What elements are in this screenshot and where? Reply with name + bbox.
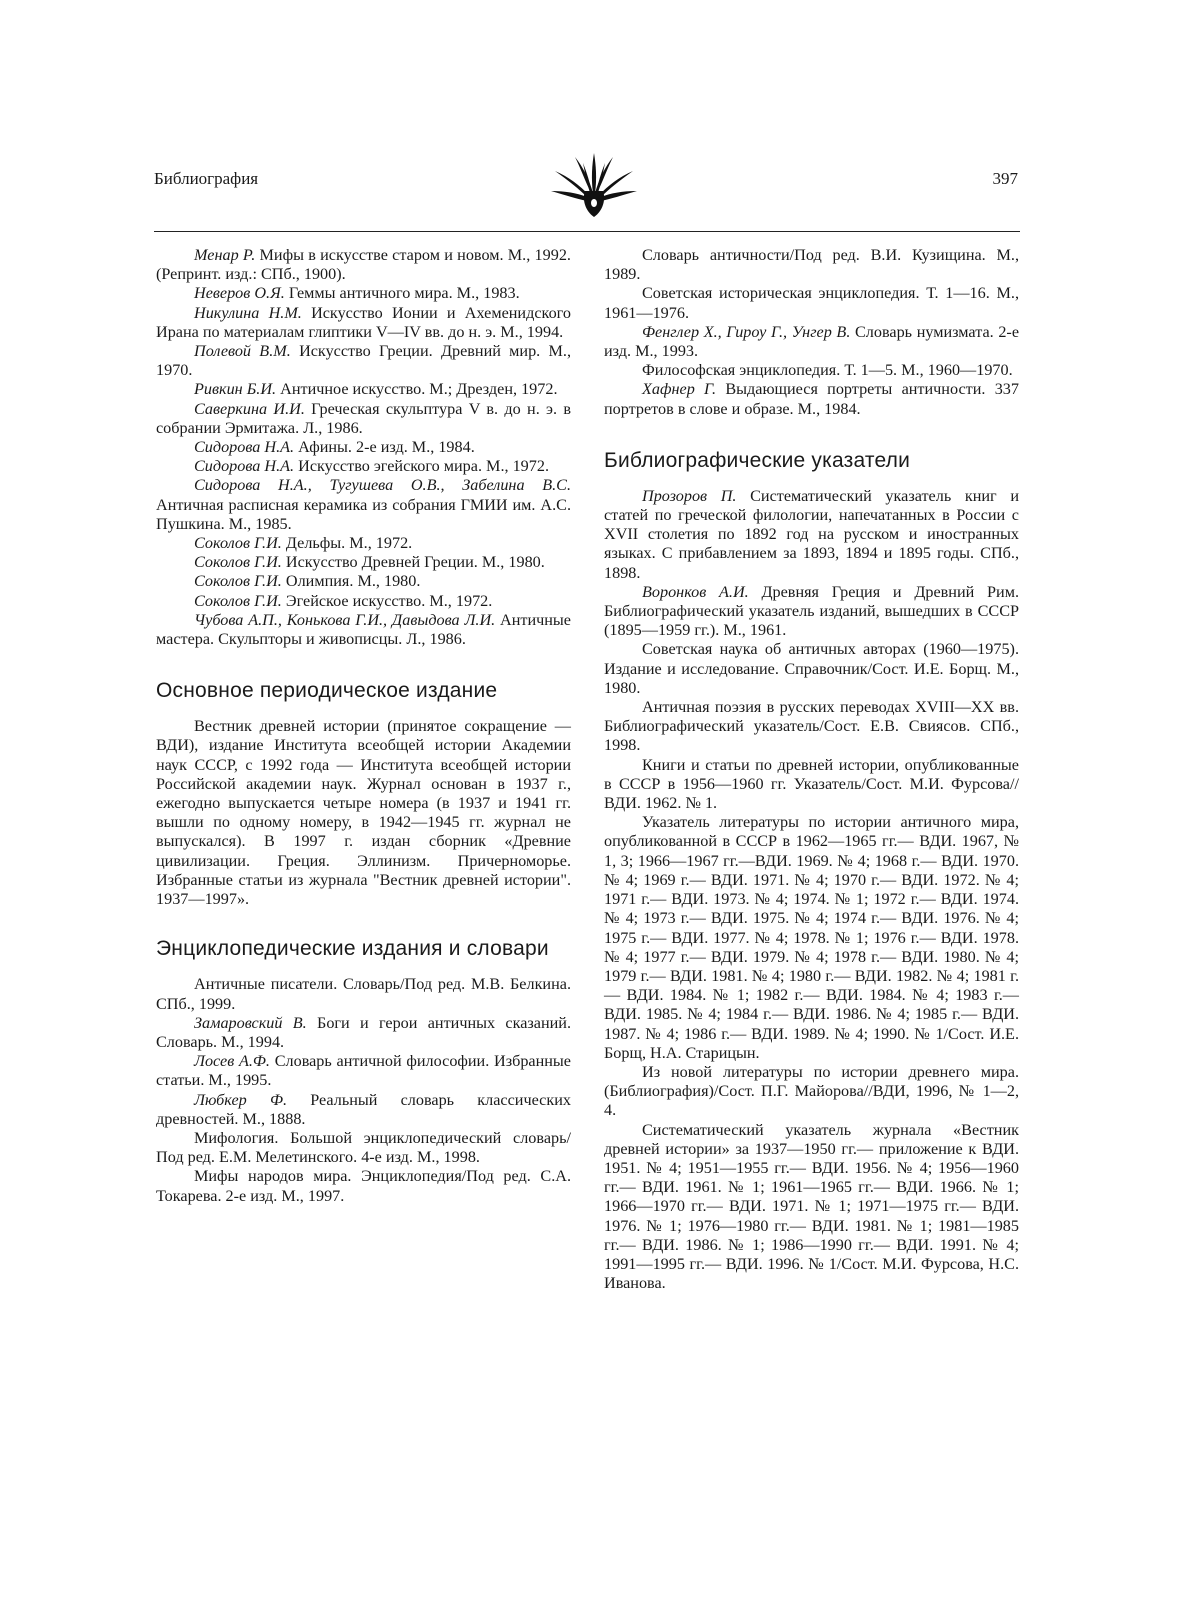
bib-entry: Античная поэзия в русских переводах XVIII—XX вв. Библиографический указатель/Сост. Е.В. Свиясов. СПб., 1998. bbox=[604, 698, 1019, 755]
plant-emblem-icon bbox=[549, 151, 639, 219]
right-column bbox=[604, 246, 1019, 1293]
page-number: 397 bbox=[992, 169, 1018, 188]
bib-entry: Любкер Ф. Реальный словарь классических древностей. М., 1888. bbox=[156, 1090, 571, 1128]
bib-entry: Античные писатели. Словарь/Под ред. М.В. Белкина. СПб., 1999. bbox=[156, 975, 571, 1013]
bib-entry: Замаровский В. Боги и герои античных сказаний. Словарь. М., 1994. bbox=[156, 1013, 571, 1051]
bib-entry: Менар Р. Мифы в искусстве старом и новом. М., 1992. (Репринт. изд.: СПб., 1900). bbox=[156, 246, 571, 284]
bib-entry: Сидорова Н.А., Тугушева О.В., Забелина В.С. Античная расписная керамика из собрания ГМИИ им. А.С. Пушкина. М., 1985. bbox=[156, 476, 571, 533]
bib-entry: Соколов Г.И. Искусство Древней Греции. М., 1980. bbox=[194, 553, 545, 572]
bib-entry: Ривкин Б.И. Античное искусство. М.; Дрезден, 1972. bbox=[194, 380, 558, 399]
running-head bbox=[154, 161, 1020, 219]
bib-entry: Философская энциклопедия. Т. 1—5. М., 1960—1970. bbox=[642, 361, 1013, 380]
bib-entry: Соколов Г.И. Олимпия. М., 1980. bbox=[194, 572, 421, 591]
section-heading-periodical: Основное периодическое издание bbox=[156, 679, 498, 703]
section-heading-encyclopedic: Энциклопедические издания и словари bbox=[156, 937, 549, 961]
bib-entry: Советская наука об античных авторах (1960—1975). Издание и исследование. Справочник/Сост. И.Е. Борщ. М., 1980. bbox=[604, 640, 1019, 697]
bib-entry: Неверов О.Я. Геммы античного мира. М., 1983. bbox=[194, 284, 520, 303]
bib-entry: Словарь античности/Под ред. В.И. Кузищина. М., 1989. bbox=[604, 246, 1019, 284]
bib-entry: Сидорова Н.А. Афины. 2-е изд. М., 1984. bbox=[194, 438, 475, 457]
bib-entry: Сидорова Н.А. Искусство эгейского мира. М., 1972. bbox=[194, 457, 550, 476]
bib-entry: Прозоров П. Систематический указатель книг и статей по греческой филологии, напечатанных в России с XVII столетия по 1892 год на русском и иностранных языках. С прибавлением за 1893, 1894 и 1895 годы. СПб., 1898. bbox=[604, 486, 1019, 582]
bib-entry: Советская историческая энциклопедия. Т. 1—16. М., 1961—1976. bbox=[604, 284, 1019, 322]
bib-entry: Чубова А.П., Конькова Г.И., Давыдова Л.И. Античные мастера. Скульпторы и живописцы. Л., 1986. bbox=[156, 610, 571, 649]
bib-entry: Воронков А.И. Древняя Греция и Древний Рим. Библиографический указатель изданий, вышедших в СССР (1895—1959 гг.). М., 1961. bbox=[604, 582, 1019, 640]
left-column bbox=[156, 246, 571, 1206]
bib-entry: Указатель литературы по истории античного мира, опубликованной в СССР в 1962—1965 гг.— ВДИ. 1967, № 1, 3; 1966—1967 гг.—ВДИ. 1969. № 4; 1968 г.— ВДИ. 1970. № 4; 1969 г.— ВДИ. 1971. № 4; 1970 г.— ВДИ. 1972. № 4; 1971 г.— ВДИ. 1973. № 4; 1974. № 1; 1972 г.— ВДИ. 1974. № 4; 1973 г.— ВДИ. 1975. № 4; 1974 г.— ВДИ. 1976. № 4; 1975 г.— ВДИ. 1977. № 4; 1978. № 1; 1976 г.— ВДИ. 1978. № 4; 1977 г.— ВДИ. 1979. № 4; 1978 г.— ВДИ. 1980. № 4; 1979 г.— ВДИ. 1981. № 4; 1980 г.— ВДИ. 1982. № 4; 1981 г.— ВДИ. 1984. № 1; 1982 г.— ВДИ. 1984. № 4; 1983 г.— ВДИ. 1985. № 4; 1984 г.— ВДИ. 1986. № 4; 1985 г.— ВДИ. 1987. № 4; 1986 г.— ВДИ. 1989. № 4; 1990. № 1/Сост. И.Е. Борщ, Н.А. Старицын. bbox=[604, 813, 1019, 1062]
bib-entry: Фенглер Х., Гироу Г., Унгер В. Словарь нумизмата. 2-е изд. М., 1993. bbox=[604, 322, 1020, 361]
bib-entry: Полевой В.М. Искусство Греции. Древний мир. М., 1970. bbox=[156, 342, 571, 380]
bib-entry: Соколов Г.И. Эгейское искусство. М., 1972. bbox=[194, 591, 493, 610]
header-rule bbox=[154, 231, 1020, 232]
bib-entry: Мифология. Большой энциклопедический словарь/Под ред. Е.М. Мелетинского. 4-е изд. М., 1998. bbox=[156, 1128, 571, 1167]
periodical-description: Вестник древней истории (принятое сокращение — ВДИ), издание Института всеобщей истории Академии наук СССР, с 1992 года — Института всеобщей истории Российской академии наук. Журнал основан в 1937 г., ежегодно выпускается четыре номера (в 1937 и 1941 гг. вышли по одному номеру, в 1942—1945 гг. журнал не выпускался). В 1997 г. издан сборник «Древние цивилизации. Греция. Эллинизм. Причерноморье. Избранные статьи из журнала "Вестник древней истории". 1937—1997». bbox=[156, 717, 571, 909]
bib-entry: Хафнер Г. Выдающиеся портреты античности. 337 портретов в слове и образе. М., 1984. bbox=[604, 380, 1019, 418]
bib-entry: Книги и статьи по древней истории, опубликованные в СССР в 1956—1960 гг. Указатель/Сост. М.И. Фурсова//ВДИ. 1962. № 1. bbox=[604, 755, 1019, 813]
section-heading-indexes: Библиографические указатели bbox=[604, 448, 911, 472]
bib-entry: Мифы народов мира. Энциклопедия/Под ред. С.А. Токарева. 2-е изд. М., 1997. bbox=[156, 1167, 571, 1205]
running-head-title: Библиография bbox=[154, 169, 259, 188]
bib-entry: Из новой литературы по истории древнего мира. (Библиография)/Сост. П.Г. Майорова//ВДИ, 1996, № 1—2, 4. bbox=[604, 1062, 1019, 1120]
bib-entry: Саверкина И.И. Греческая скульптура V в. до н. э. в собрании Эрмитажа. Л., 1986. bbox=[156, 399, 571, 437]
bib-entry: Никулина Н.М. Искусство Ионии и Ахеменидского Ирана по материалам глиптики V—IV вв. до н. э. М., 1994. bbox=[156, 303, 571, 341]
bib-entry: Систематический указатель журнала «Вестник древней истории» за 1937—1950 гг.— приложение к ВДИ. 1951. № 4; 1951—1955 гг.— ВДИ. 1956. № 4; 1956—1960 гг.— ВДИ. 1961. № 1; 1961—1965 гг.— ВДИ. 1966. № 1; 1966—1970 гг.— ВДИ. 1971. № 1; 1971—1975 гг.— ВДИ. 1976. № 1; 1976—1980 гг.— ВДИ. 1981. № 1; 1981—1985 гг.— ВДИ. 1986. № 1; 1986—1990 гг.— ВДИ. 1991. № 4; 1991—1995 гг.— ВДИ. 1996. № 1/Сост. М.И. Фурсова, Н.С. Иванова. bbox=[604, 1120, 1019, 1293]
bib-entry: Лосев А.Ф. Словарь античной философии. Избранные статьи. М., 1995. bbox=[156, 1052, 571, 1090]
bib-entry: Соколов Г.И. Дельфы. М., 1972. bbox=[194, 534, 413, 553]
